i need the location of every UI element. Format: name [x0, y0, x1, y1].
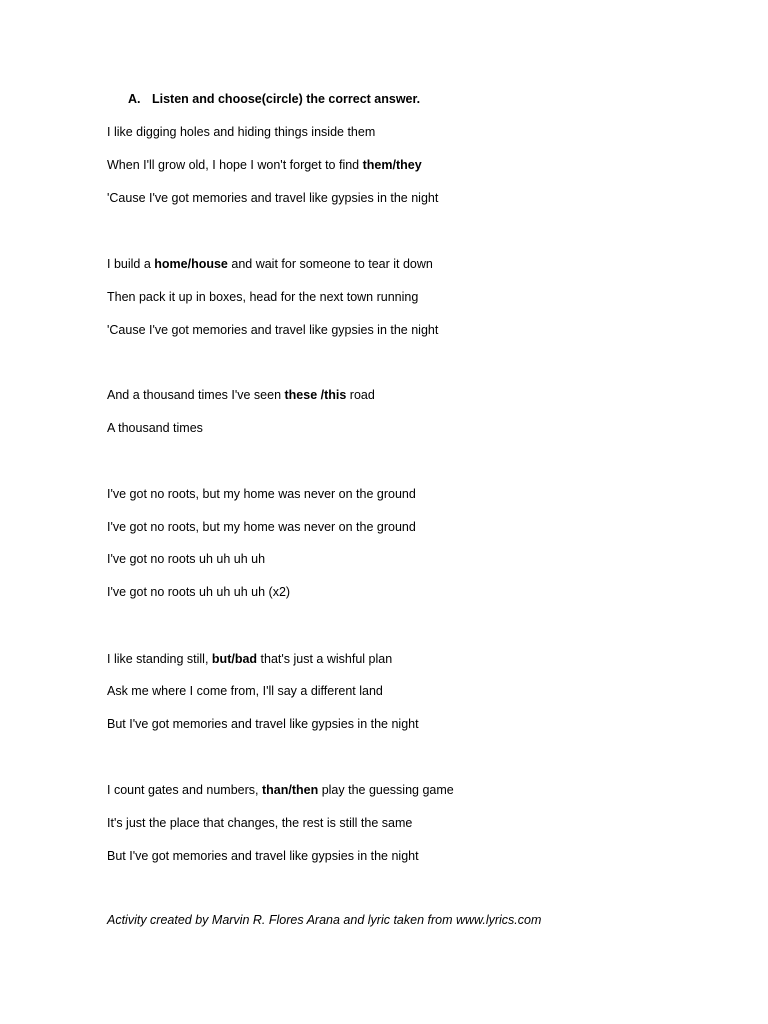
lyric-text: 'Cause I've got memories and travel like gypsies in the night — [107, 191, 439, 205]
lyric-line — [107, 848, 419, 864]
lyric-text: Then pack it up in boxes, head for the next town running — [107, 290, 419, 304]
lyric-line — [107, 289, 418, 305]
lyric-line — [107, 519, 416, 535]
lyric-text: A thousand times — [107, 421, 203, 435]
lyric-line — [107, 815, 412, 831]
lyric-line — [107, 157, 422, 173]
answer-choice: these /this — [284, 388, 347, 402]
lyric-text: I've got no roots uh uh uh uh — [107, 552, 266, 566]
lyric-line — [107, 322, 438, 338]
answer-choice: than/then — [261, 783, 319, 797]
lyric-text: and wait for someone to tear it down — [227, 257, 433, 271]
lyric-text: It's just the place that changes, the rest is still the same — [107, 816, 413, 830]
answer-choice: but/bad — [211, 652, 258, 666]
lyric-line — [107, 782, 454, 798]
answer-choice: home/house — [154, 257, 228, 271]
lyric-text: When I'll grow old, I hope I won't forget to find — [107, 158, 363, 172]
lyric-text: And a thousand times I've seen — [107, 388, 285, 402]
lyric-text: Ask me where I come from, I'll say a different land — [107, 684, 383, 698]
lyric-line — [107, 420, 203, 436]
lyric-line — [107, 256, 433, 272]
lyric-text: But I've got memories and travel like gypsies in the night — [107, 849, 419, 863]
lyric-text: I like digging holes and hiding things inside them — [107, 125, 376, 139]
lyric-text: I build a — [107, 257, 155, 271]
lyric-line — [107, 551, 265, 567]
lyric-line — [107, 190, 438, 206]
lyric-line — [107, 584, 290, 600]
lyric-line — [107, 651, 392, 667]
lyric-line — [107, 716, 419, 732]
instruction-heading — [128, 92, 420, 106]
lyric-text: that's just a wishful plan — [257, 652, 393, 666]
lyric-text: I count gates and numbers, — [107, 783, 262, 797]
lyric-text: I've got no roots, but my home was never on the ground — [107, 487, 416, 501]
answer-choice: them/they — [362, 158, 422, 172]
lyric-text: But I've got memories and travel like gypsies in the night — [107, 717, 419, 731]
heading-marker: A. — [128, 92, 141, 106]
lyric-line — [107, 683, 383, 699]
lyric-line — [107, 387, 375, 403]
lyric-line — [107, 124, 375, 140]
lyric-text: 'Cause I've got memories and travel like gypsies in the night — [107, 323, 439, 337]
lyric-text: road — [346, 388, 375, 402]
lyric-text: play the guessing game — [318, 783, 454, 797]
heading-text: Listen and choose(circle) the correct answer. — [152, 92, 421, 106]
credit-line: Activity created by Marvin R. Flores Arana and lyric taken from www.lyrics.com — [107, 913, 542, 927]
lyric-line — [107, 486, 416, 502]
lyric-text: I've got no roots uh uh uh uh (x2) — [107, 585, 291, 599]
lyric-text: I like standing still, — [107, 652, 212, 666]
lyric-text: I've got no roots, but my home was never on the ground — [107, 520, 416, 534]
